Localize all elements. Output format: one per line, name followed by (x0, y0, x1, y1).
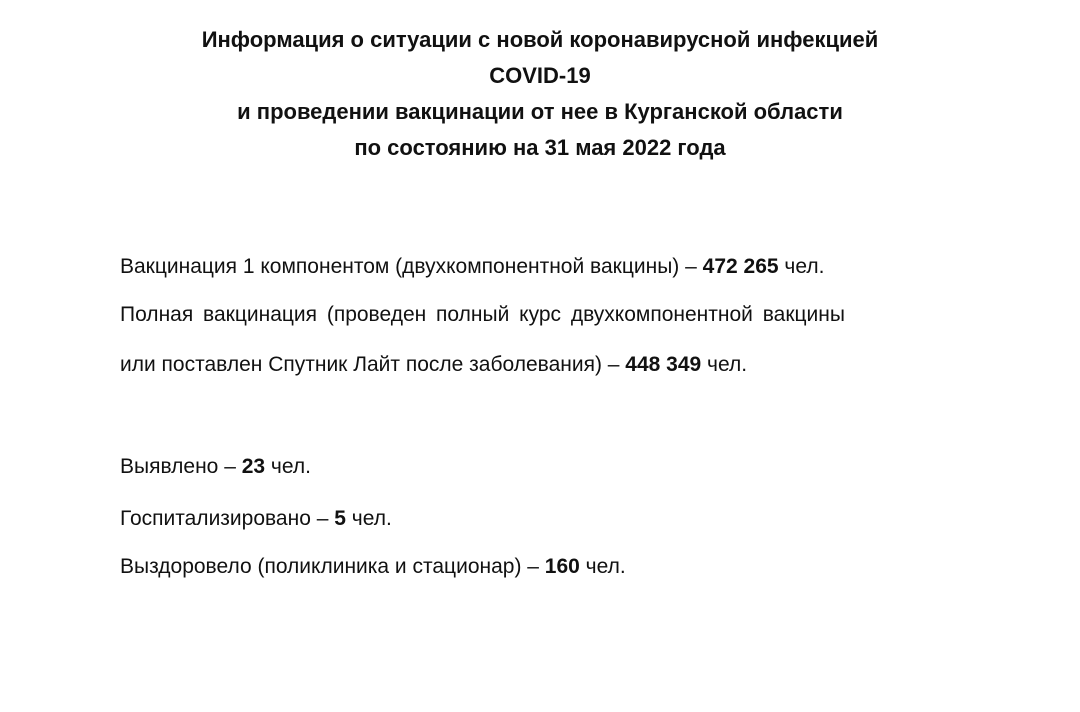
vaccination-first-unit: чел. (778, 255, 825, 278)
recovered-unit: чел. (579, 555, 626, 578)
vaccination-first-component-line (120, 253, 824, 281)
hospitalized-value: 5 (334, 507, 346, 530)
title-line-4: по состоянию на 31 мая 2022 года (354, 135, 726, 160)
title-line-1: Информация о ситуации с новой коронавирусной инфекцией (201, 27, 879, 52)
detected-unit: чел. (265, 455, 311, 478)
hospitalized-label: Госпитализировано – (120, 507, 335, 530)
full-vaccination-label: или поставлен Спутник Лайт после заболевания) – (120, 353, 626, 376)
full-vaccination-line-1: Полная вакцинация (проведен полный курс двухкомпонентной вакцины (120, 303, 845, 326)
vaccination-first-value: 472 265 (702, 255, 779, 278)
document-title (0, 22, 1080, 166)
hospitalized-line (120, 505, 392, 533)
full-vaccination-value: 448 349 (625, 353, 702, 376)
title-line-2: COVID-19 (489, 63, 591, 88)
vaccination-first-label: Вакцинация 1 компонентом (двухкомпонентной вакцины) – (120, 255, 703, 278)
detected-line (120, 453, 311, 481)
recovered-line (120, 553, 626, 581)
recovered-value: 160 (544, 555, 580, 578)
detected-value: 23 (241, 455, 266, 478)
hospitalized-unit: чел. (345, 507, 392, 530)
title-line-3: и проведении вакцинации от нее в Курганской области (237, 99, 843, 124)
full-vaccination-unit: чел. (701, 353, 748, 376)
detected-label: Выявлено – (120, 455, 242, 478)
recovered-label: Выздоровело (поликлиника и стационар) – (120, 555, 545, 578)
full-vaccination-line-2 (120, 351, 747, 379)
